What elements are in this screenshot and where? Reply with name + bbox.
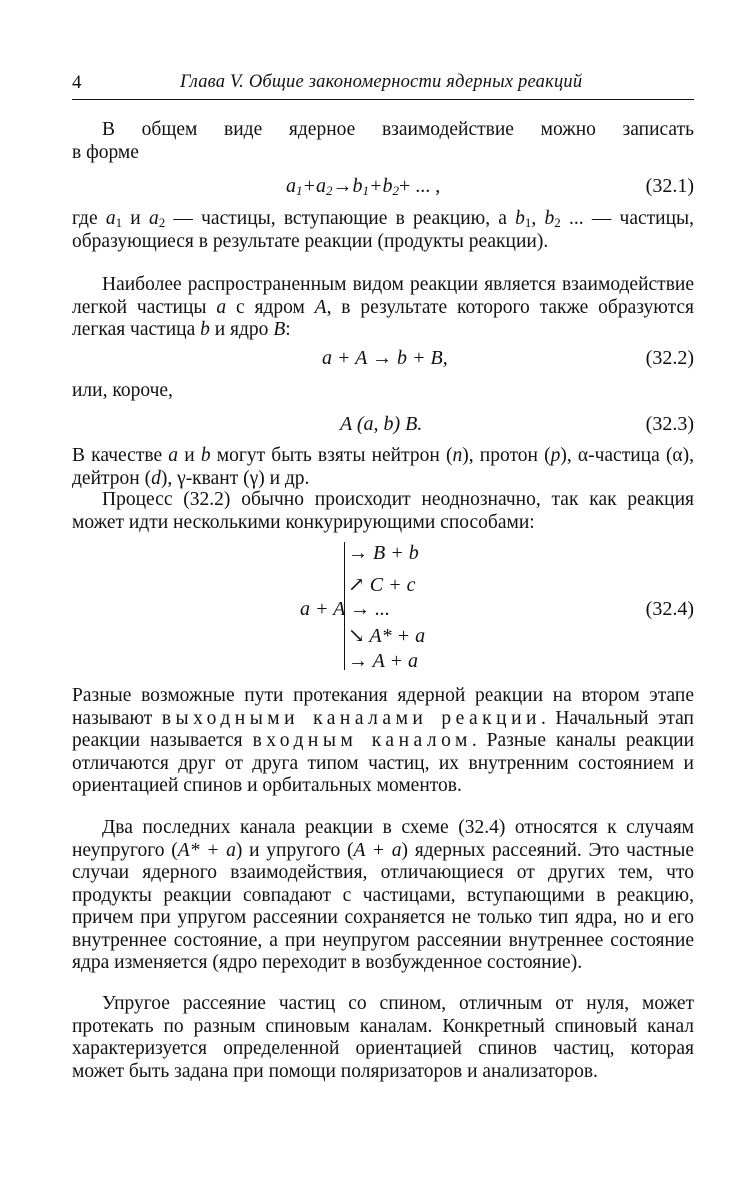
- scheme-branch: ↘ A* + a: [348, 625, 426, 647]
- equation-32-2: [72, 347, 694, 373]
- paragraph-channels: Разные возможные пути протекания ядерной реакции на втором этапе называют выходными каналами реакции. Начальный этап реакции называется входным каналом. Разные каналы реакции отличаются друг от друга типом частиц, их внутренним состоянием и ориентацией спинов и орбитальных моментов.: [72, 685, 695, 796]
- paragraph-intro-line1: В общем виде ядерное взаимодействие можно записать: [102, 119, 694, 140]
- equation-32-4-number-row: [72, 598, 694, 624]
- paragraph-where: где $a_1$ и $a_2$ — частицы, вступающие в реакцию, а $b_1$, $b_2$ ... — частицы, образующиеся в результате реакции (продукты реакции).: [72, 208, 695, 252]
- scheme-branch: → B + b: [348, 542, 419, 564]
- equation-expression: A (a, b) B.: [340, 413, 423, 435]
- equation-32-1: [72, 175, 694, 201]
- paragraph-particles: В качестве a и b могут быть взяты нейтрон (n), протон (p), α-частица (α), дейтрон (d), γ-квант (γ) и др.: [72, 445, 695, 489]
- header-rule: [72, 99, 694, 100]
- equation-32-3: [72, 413, 694, 439]
- paragraph-process: Процесс (32.2) обычно происходит неоднозначно, так как реакция может идти несколькими конкурирующими способами:: [72, 489, 694, 533]
- scheme-lhs: a + A → ...: [300, 598, 390, 620]
- paragraph-or-shorter: или, короче,: [72, 380, 173, 401]
- term-entrance-channel: входным каналом: [252, 730, 472, 751]
- equation-number: (32.4): [645, 598, 694, 620]
- paragraph-intro-line2: в форме: [72, 142, 139, 163]
- page-header: [72, 72, 694, 98]
- scheme-branch: ↗ C + c: [348, 574, 416, 596]
- paragraph-common-reaction: Наиболее распространенным видом реакции является взаимодействие легкой частицы a с ядром A, в результате которого также образуются легкая частица b и ядро B:: [72, 274, 694, 340]
- running-head: Глава V. Общие закономерности ядерных реакций: [180, 72, 583, 92]
- equation-expression: $a_1+a_2\to b_1+b_2+$ ... ,: [286, 175, 441, 198]
- equation-number: (32.3): [645, 413, 694, 435]
- equation-expression: a + A → b + B,: [322, 347, 448, 369]
- scheme-branch: → A + a: [348, 650, 418, 672]
- term-exit-channels: выходными каналами реакции: [161, 707, 541, 729]
- equation-number: (32.1): [645, 175, 694, 197]
- paragraph-spin-channels: Упругое рассеяние частиц со спином, отличным от нуля, может протекать по разным спиновым каналам. Конкретный спиновый канал характеризуется определенной ориентацией спинов частиц, которая может быть задана при помощи поляризаторов и анализаторов.: [72, 993, 694, 1082]
- page-number: 4: [72, 72, 82, 93]
- paragraph-scattering: Два последних канала реакции в схеме (32.4) относятся к случаям неупругого (A* + a) и упругого (A + a) ядерных рассеяний. Это частные случаи ядерного взаимодействия, отличающиеся от других тем, что продукты реакции совпадают с частицами, вступающими в реакцию, причем при упругом рассеянии сохраняется не только тип ядра, но и его внутреннее состояние, а при неупругом рассеянии внутреннее состояние ядра изменяется (ядро переходит в возбужденное состояние).: [72, 817, 694, 973]
- equation-number: (32.2): [645, 347, 694, 369]
